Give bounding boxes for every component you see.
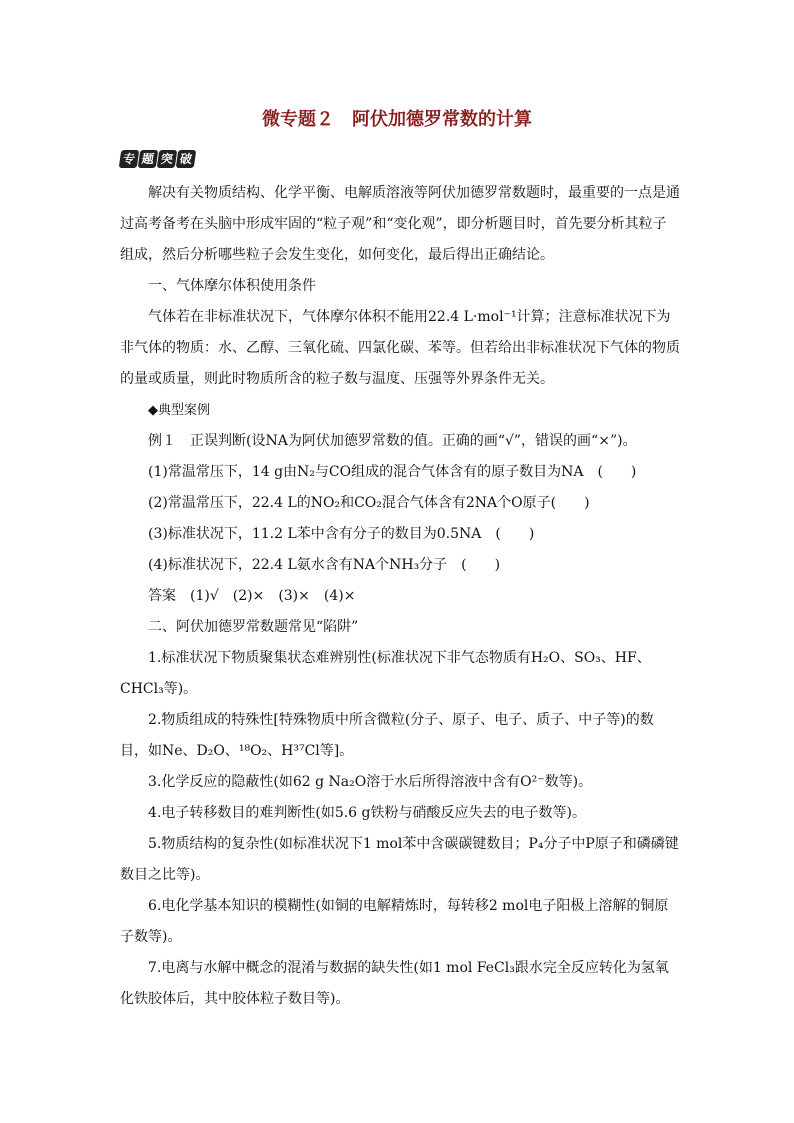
trap-item: 6.电化学基本知识的模糊性(如铜的电解精炼时，每转移2 mol电子阳极上溶解的铜原子数等)。: [120, 898, 669, 945]
section1-paragraph: 气体若在非标准状况下，气体摩尔体积不能用22.4 L·mol⁻¹计算；注意标准状况下为非气体的物质：水、乙醇、三氧化硫、四氯化碳、苯等。但若给出非标准状况下气体的物质的量或质量，则此时物质所含的粒子数与温度、压强等外界条件无关。: [120, 309, 680, 387]
badge-char: 题: [138, 150, 159, 168]
intro-paragraph: 解决有关物质结构、化学平衡、电解质溶液等阿伏加德罗常数题时，最重要的一点是通过高考备考在头脑中形成牢固的“粒子观”和“变化观”，即分析题目时，首先要分析其粒子组成，然后分析哪些粒子会发生变化，如何变化，最后得出正确结论。: [120, 185, 680, 263]
trap-item: 7.电离与水解中概念的混淆与数据的缺失性(如1 mol FeCl₃跟水完全反应转化为氢氧化铁胶体后，其中胶体粒子数目等)。: [120, 960, 669, 1007]
trap-item: 2.物质组成的特殊性[特殊物质中所含微粒(分子、原子、电子、质子、中子等)的数目，如Ne、D₂O、¹⁸O₂、H³⁷Cl等]。: [120, 712, 654, 759]
page-title: 微专题２ 阿伏加德罗常数的计算: [262, 109, 532, 130]
trap-item: 1.标准状况下物质聚集状态难辨别性(标准状况下非气态物质有H₂O、SO₃、HF、CHCl₃等)。: [120, 650, 651, 697]
trap-item: 4.电子转移数目的难判断性(如5.6 g铁粉与硝酸反应失去的电子数等)。: [148, 805, 586, 821]
example-item: (3)标准状况下，11.2 L苯中含有分子的数目为0.5NA ( ): [148, 526, 535, 542]
badge-char: 突: [157, 150, 178, 168]
example-statement: 例１ 正误判断(设NA为阿伏加德罗常数的值。正确的画“√”，错误的画“×”)。: [148, 433, 637, 449]
document-body: [120, 178, 680, 1015]
example-item: (1)常温常压下，14 g由N₂与CO组成的混合气体含有的原子数目为NA ( ): [148, 464, 637, 480]
badge-char: 破: [176, 150, 197, 168]
case-heading: ◆典型案例: [148, 403, 210, 418]
topic-badge: [120, 150, 196, 168]
answer-line: 答案 (1)√ (2)× (3)× (4)×: [148, 588, 356, 604]
trap-item: 3.化学反应的隐蔽性(如62 g Na₂O溶于水后所得溶液中含有O²⁻数等)。: [148, 774, 593, 790]
badge-char: 专: [119, 150, 140, 168]
trap-item: 5.物质结构的复杂性(如标准状况下1 mol苯中含碳碳键数目；P₄分子中P原子和磷磷键数目之比等)。: [120, 836, 679, 883]
section1-heading: 一、气体摩尔体积使用条件: [148, 278, 316, 294]
example-item: (2)常温常压下，22.4 L的NO₂和CO₂混合气体含有2NA个O原子( ): [148, 495, 590, 511]
section2-heading: 二、阿伏加德罗常数题常见“陷阱”: [148, 619, 359, 635]
example-item: (4)标准状况下，22.4 L氨水含有NA个NH₃分子 ( ): [148, 557, 501, 573]
